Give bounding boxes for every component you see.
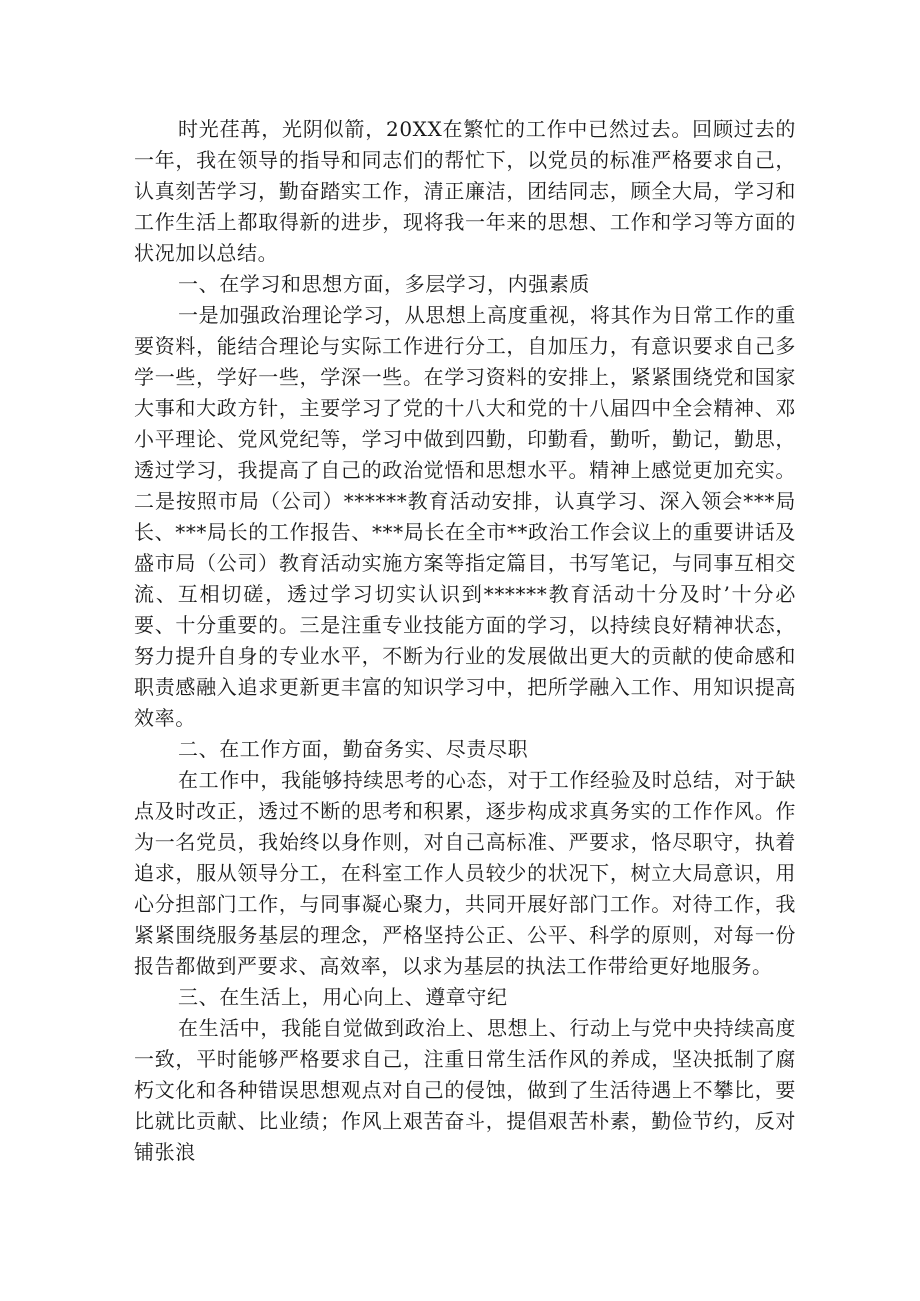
- document-body: [134, 114, 796, 1168]
- section-heading-work: 二、在工作方面，勤奋务实、尽责尽职: [178, 737, 529, 761]
- intro-paragraph: 时光荏苒，光阴似箭，20XX在繁忙的工作中已然过去。回顾过去的一年，我在领导的指导和同志们的帮忙下，以党员的标准严格要求自己，认真刻苦学习，勤奋踏实工作，清正廉洁，团结同志，顾全大局，学习和工作生活上都取得新的进步，现将我一年来的思想、工作和学习等方面的状况加以总结。: [134, 117, 796, 265]
- section-heading-study: 一、在学习和思想方面，多层学习，内强素质: [178, 272, 590, 296]
- work-paragraph: 在工作中，我能够持续思考的心态，对于工作经验及时总结，对于缺点及时改正，透过不断的思考和积累，逐步构成求真务实的工作作风。作为一名党员，我始终以身作则，对自己高标准、严要求，恪尽职守，执着追求，服从领导分工，在科室工作人员较少的状况下，树立大局意识，用心分担部门工作，与同事凝心聚力，共同开展好部门工作。对待工作，我紧紧围绕服务基层的理念，严格坚持公正、公平、科学的原则，对每一份报告都做到严要求、高效率，以求为基层的执法工作带给更好地服务。: [134, 768, 796, 978]
- study-paragraph: 一是加强政治理论学习，从思想上高度重视，将其作为日常工作的重要资料，能结合理论与实际工作进行分工，自加压力，有意识要求自己多学一些，学好一些，学深一些。在学习资料的安排上，紧紧围绕党和国家大事和大政方针，主要学习了党的十八大和党的十八届四中全会精神、邓小平理论、党风党纪等，学习中做到四勤，印勤看，勤听，勤记，勤思，透过学习，我提高了自己的政治觉悟和思想水平。精神上感觉更加充实。二是按照市局（公司）******教育活动安排，认真学习、深入领会***局长、***局长的工作报告、***局长在全市**政治工作会议上的重要讲话及盛市局（公司）教育活动实施方案等指定篇目，书写笔记，与同事互相交流、互相切磋，透过学习切实认识到******教育活动十分及时’十分必要、十分重要的。三是注重专业技能方面的学习，以持续良好精神状态，努力提升自身的专业水平，不断为行业的发展做出更大的贡献的使命感和职责感融入追求更新更丰富的知识学习中，把所学融入工作、用知识提高效率。: [134, 303, 796, 730]
- life-paragraph: 在生活中，我能自觉做到政治上、思想上、行动上与党中央持续高度一致，平时能够严格要求自己，注重日常生活作风的养成，坚决抵制了腐朽文化和各种错误思想观点对自己的侵蚀，做到了生活待遇上不攀比，要比就比贡献、比业绩；作风上艰苦奋斗，提倡艰苦朴素，勤俭节约，反对铺张浪: [134, 1016, 796, 1164]
- section-heading-life: 三、在生活上，用心向上、遵章守纪: [178, 985, 508, 1009]
